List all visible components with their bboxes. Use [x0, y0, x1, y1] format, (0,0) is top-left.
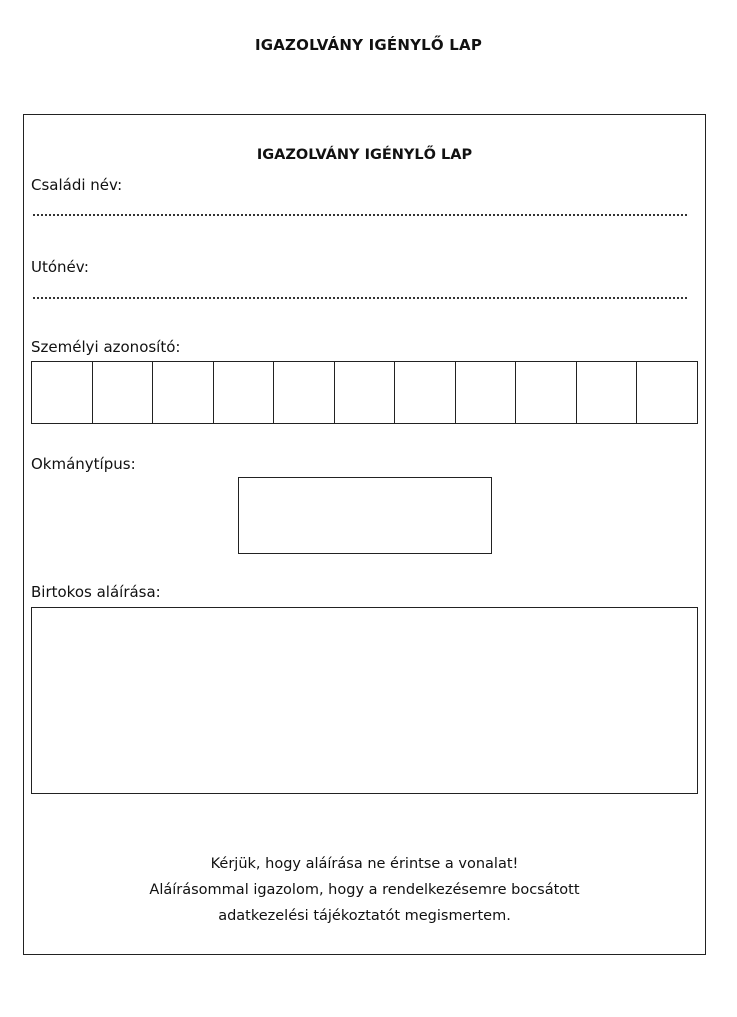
family-name-label: Családi név: [31, 176, 123, 194]
note-line: adatkezelési tájékoztatót megismertem. [218, 908, 511, 924]
note-line: Aláírásommal igazolom, hogy a rendelkezésemre bocsátott [149, 882, 580, 898]
document-type-label: Okmánytípus: [31, 455, 136, 473]
document-type-box[interactable] [238, 477, 492, 554]
note-line: Kérjük, hogy aláírása ne érintse a vonalat! [210, 856, 519, 872]
personal-id-digit-box[interactable] [395, 362, 456, 423]
family-name-field[interactable] [33, 214, 687, 216]
personal-id-digit-box[interactable] [516, 362, 577, 423]
personal-id-digit-box[interactable] [577, 362, 638, 423]
personal-id-digit-box[interactable] [153, 362, 214, 423]
personal-id-digit-box[interactable] [637, 362, 697, 423]
personal-id-digit-box[interactable] [456, 362, 517, 423]
given-name-label: Utónév: [31, 258, 89, 276]
page-title: IGAZOLVÁNY IGÉNYLŐ LAP [254, 36, 483, 54]
personal-id-boxes [31, 361, 698, 424]
personal-id-digit-box[interactable] [274, 362, 335, 423]
personal-id-digit-box[interactable] [32, 362, 93, 423]
personal-id-digit-box[interactable] [214, 362, 275, 423]
given-name-field[interactable] [33, 297, 687, 299]
form-title: IGAZOLVÁNY IGÉNYLŐ LAP [256, 147, 473, 163]
personal-id-label: Személyi azonosító: [31, 338, 181, 356]
notes [23, 851, 706, 929]
personal-id-digit-box[interactable] [93, 362, 154, 423]
personal-id-digit-box[interactable] [335, 362, 396, 423]
signature-label: Birtokos aláírása: [31, 583, 161, 601]
signature-box[interactable] [31, 607, 698, 794]
